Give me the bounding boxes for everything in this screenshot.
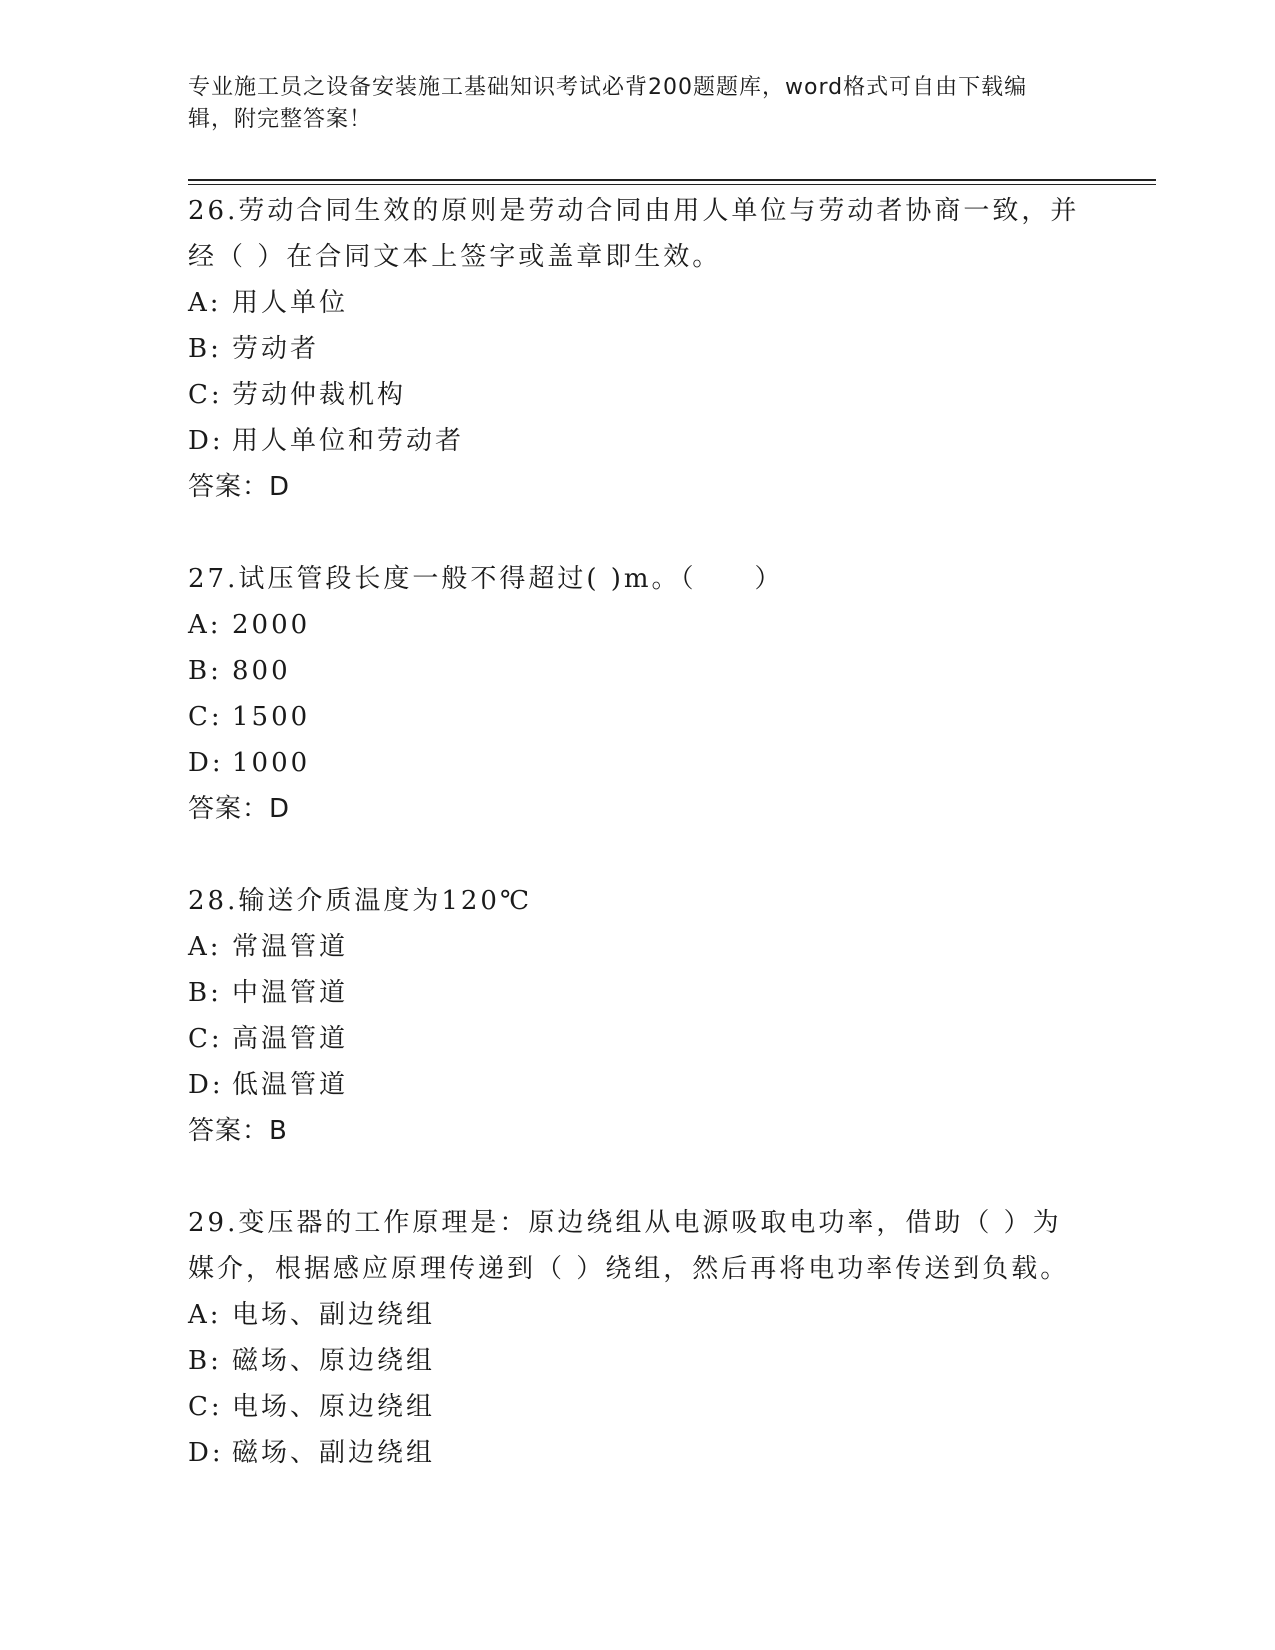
option-text: 常温管道 [232,932,349,962]
option-text: 800 [232,656,291,686]
option-letter: A: [188,932,222,962]
option-letter: D: [188,426,224,456]
option-d [188,418,1088,464]
question-stem: 29.变压器的工作原理是：原边绕组从电源吸取电功率，借助（ ）为媒介，根据感应原理传递到（ ）绕组，然后再将电功率传送到负载。 [188,1208,1070,1284]
document-header-title: 专业施工员之设备安装施工基础知识考试必背200题题库，word格式可自由下载编辑，附完整答案！ [188,75,1028,132]
option-d [188,1062,1088,1108]
option-text: 电场、原边绕组 [232,1392,436,1422]
option-text: 1000 [232,748,311,778]
option-letter: B: [188,1346,222,1376]
option-text: 劳动仲裁机构 [232,380,407,410]
option-c [188,372,1088,418]
question-list [188,188,1088,1522]
option-b [188,970,1088,1016]
option-letter: A: [188,288,222,318]
option-b [188,326,1088,372]
question-stem: 28.输送介质温度为120℃ [188,886,533,916]
question-stem: 27.试压管段长度一般不得超过( )m。（ ） [188,564,784,594]
answer-line: 答案：B [188,1116,288,1146]
option-b [188,648,1088,694]
option-letter: A: [188,1300,222,1330]
option-text: 用人单位 [232,288,349,318]
option-a [188,602,1088,648]
option-text: 1500 [232,702,311,732]
option-text: 2000 [232,610,311,640]
option-letter: B: [188,334,222,364]
option-letter: C: [188,380,223,410]
option-text: 电场、副边绕组 [232,1300,436,1330]
option-d [188,740,1088,786]
option-c [188,1384,1088,1430]
option-a [188,280,1088,326]
header-divider-thin [188,184,1156,185]
option-text: 磁场、副边绕组 [232,1438,436,1468]
question-27 [188,556,1088,832]
answer-line: 答案：D [188,472,291,502]
answer-line: 答案：D [188,794,291,824]
option-text: 用人单位和劳动者 [232,426,465,456]
option-letter: A: [188,610,222,640]
option-c [188,694,1088,740]
question-28 [188,878,1088,1154]
option-letter: D: [188,748,224,778]
option-text: 中温管道 [232,978,349,1008]
option-letter: C: [188,702,223,732]
option-letter: B: [188,978,222,1008]
header-divider-thick [188,179,1156,181]
option-b [188,1338,1088,1384]
option-letter: C: [188,1392,223,1422]
option-text: 劳动者 [232,334,320,364]
option-letter: D: [188,1070,224,1100]
option-a [188,1292,1088,1338]
option-d [188,1430,1088,1476]
option-letter: C: [188,1024,223,1054]
option-text: 低温管道 [232,1070,349,1100]
option-a [188,924,1088,970]
option-c [188,1016,1088,1062]
question-29 [188,1200,1088,1476]
question-stem: 26.劳动合同生效的原则是劳动合同由用人单位与劳动者协商一致，并经（ ）在合同文本上签字或盖章即生效。 [188,196,1080,272]
option-letter: D: [188,1438,224,1468]
question-26 [188,188,1088,510]
option-text: 磁场、原边绕组 [232,1346,436,1376]
option-letter: B: [188,656,222,686]
option-text: 高温管道 [232,1024,349,1054]
